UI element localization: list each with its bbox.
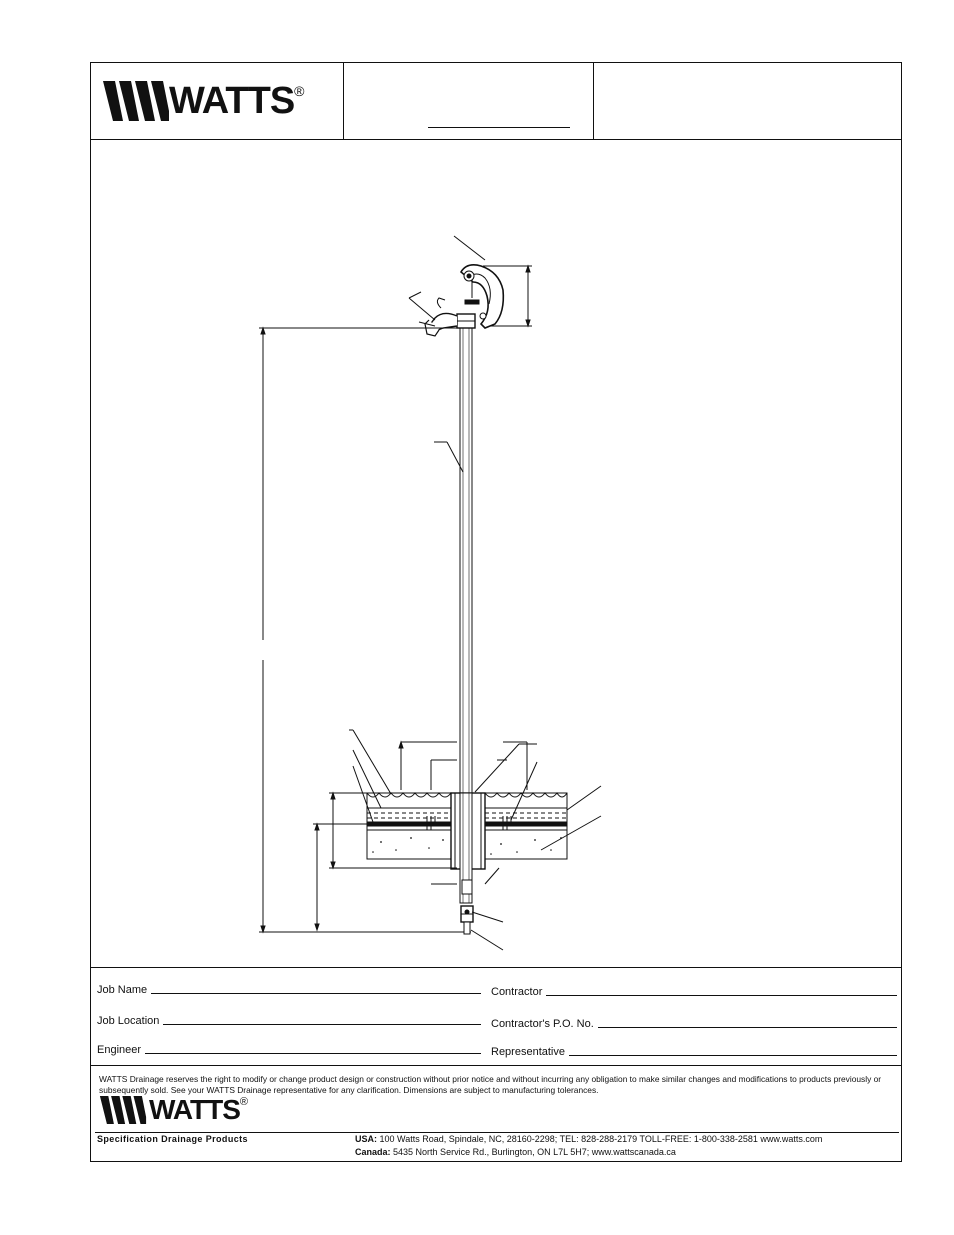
engineer-label: Engineer [97,1044,142,1056]
usa-address [355,1134,822,1144]
engineer-line[interactable] [145,1053,481,1054]
contractor-label: Contractor [491,986,543,998]
representative-field[interactable] [491,1046,897,1058]
info-cell [594,63,901,139]
watts-logo [103,81,305,121]
job-info-block [91,968,901,1066]
disclaimer-text: WATTS Drainage reserves the right to modify or change product design or construction without prior notice and without incurring any obligation to make similar changes and modifications to products previously or subsequently sold. See your WATTS Drainage representative for any clarification. Dimensions are subject to manufacturing tolerances. [99,1074,882,1095]
canada-address-text: 5435 North Service Rd., Burlington, ON L7L 5H7; www.wattscanada.ca [393,1147,676,1157]
tagline: Specification Drainage Products [97,1134,248,1144]
spec-sheet [90,62,902,1162]
contractor-po-line[interactable] [598,1027,897,1028]
canada-label: Canada: [355,1147,391,1157]
representative-label: Representative [491,1046,565,1058]
logo-wordmark: WATTS [169,80,295,122]
footer-watts-logo [97,1096,248,1124]
contractor-po-label: Contractor's P.O. No. [491,1018,594,1030]
logo-cell [91,63,344,139]
job-name-label: Job Name [97,984,148,996]
roof-left [367,793,457,859]
title-cell [344,63,594,139]
job-name-line[interactable] [151,993,481,994]
job-location-field[interactable] [97,1015,481,1027]
title-block [91,63,901,140]
contractor-po-field[interactable] [491,1018,897,1030]
technical-drawing [91,140,901,968]
footer-divider [95,1132,899,1133]
job-name-field[interactable] [97,984,481,996]
usa-label: USA: [355,1134,377,1144]
footer-logo-wordmark: WATTS [149,1094,240,1125]
footer-watts-stripes-icon [97,1096,149,1124]
engineer-field[interactable] [97,1044,481,1056]
roof-right [485,793,567,859]
footer-registered-mark: ® [239,1096,249,1108]
canada-address [355,1147,676,1157]
usa-address-text: 100 Watts Road, Spindale, NC, 28160-2298; TEL: 828-288-2179 TOLL-FREE: 1-800-338-2581 www.watts.com [379,1134,823,1144]
hydrant-section-drawing [91,140,901,966]
representative-line[interactable] [569,1055,897,1056]
title-underline [428,127,570,128]
registered-mark: ® [294,83,305,99]
contractor-field[interactable] [491,986,897,998]
watts-stripes-icon [103,81,169,121]
contractor-line[interactable] [546,995,897,996]
job-location-line[interactable] [163,1024,481,1025]
footer [91,1066,901,1161]
job-location-label: Job Location [97,1015,160,1027]
